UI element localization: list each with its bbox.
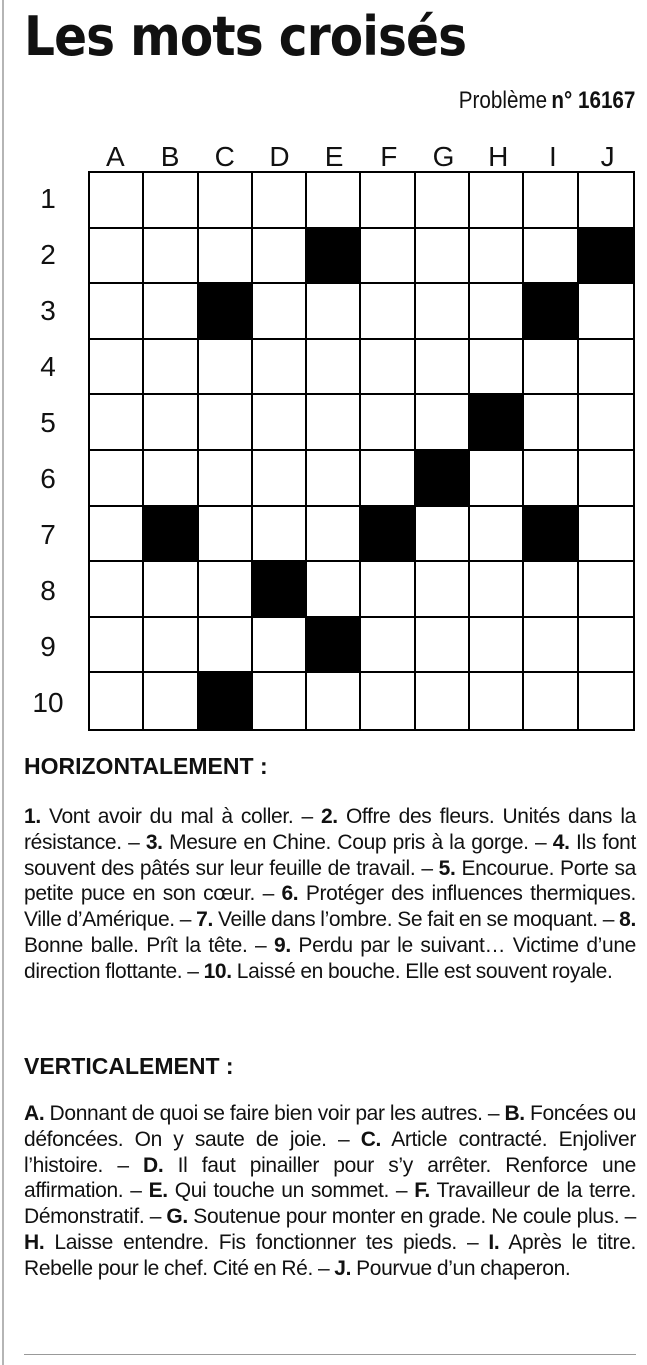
grid-cell-a3[interactable] bbox=[90, 284, 144, 340]
grid-cell-i5[interactable] bbox=[524, 395, 578, 451]
clue-text: Ils font souvent des pâtés sur leur feuille de travail. bbox=[24, 830, 636, 880]
black-cell-c3 bbox=[199, 284, 253, 340]
row-headers bbox=[28, 171, 68, 731]
grid-cell-j4[interactable] bbox=[579, 340, 633, 396]
column-label-b: B bbox=[160, 141, 180, 172]
grid-cell-d9[interactable] bbox=[253, 618, 307, 674]
black-cell-h5 bbox=[470, 395, 524, 451]
black-cell-e9 bbox=[307, 618, 361, 674]
clue-number: 5. bbox=[438, 856, 456, 880]
grid-cell-f9[interactable] bbox=[361, 618, 415, 674]
grid-cell-d5[interactable] bbox=[253, 395, 307, 451]
grid-cell-a7[interactable] bbox=[90, 507, 144, 563]
column-label-f: F bbox=[380, 141, 398, 172]
clue-number: D. bbox=[143, 1153, 164, 1177]
clue-number: F. bbox=[414, 1179, 430, 1203]
row-label-2: 2 bbox=[40, 239, 56, 270]
column-label-g: G bbox=[432, 141, 455, 172]
grid-cell-e8[interactable] bbox=[307, 562, 361, 618]
grid-cell-j5[interactable] bbox=[579, 395, 633, 451]
column-headers bbox=[88, 140, 635, 174]
grid-cell-b9[interactable] bbox=[144, 618, 198, 674]
black-cell-b7 bbox=[144, 507, 198, 563]
black-cell-c10 bbox=[199, 673, 253, 729]
grid-cell-h8[interactable] bbox=[470, 562, 524, 618]
column-label-d: D bbox=[269, 141, 290, 172]
problem-number-value: n° 16167 bbox=[551, 87, 635, 114]
grid-cell-h10[interactable] bbox=[470, 673, 524, 729]
grid-cell-i2[interactable] bbox=[524, 229, 578, 285]
grid-cell-a8[interactable] bbox=[90, 562, 144, 618]
grid-cell-c7[interactable] bbox=[199, 507, 253, 563]
row-label-10: 10 bbox=[32, 687, 64, 718]
grid-cell-j10[interactable] bbox=[579, 673, 633, 729]
grid-cell-a4[interactable] bbox=[90, 340, 144, 396]
grid-cell-a2[interactable] bbox=[90, 229, 144, 285]
row-label-6: 6 bbox=[40, 463, 56, 494]
black-cell-d8 bbox=[253, 562, 307, 618]
grid-cell-g3[interactable] bbox=[416, 284, 470, 340]
clue-number: 6. bbox=[281, 882, 299, 906]
problem-number bbox=[458, 86, 635, 116]
grid-cell-j9[interactable] bbox=[579, 618, 633, 674]
clue-number: 7. bbox=[196, 908, 213, 932]
page-title: Les mots croisés bbox=[24, 5, 467, 68]
grid-cell-i8[interactable] bbox=[524, 562, 578, 618]
column-label-e: E bbox=[324, 141, 344, 172]
clue-text: Pourvue d’un chaperon. bbox=[356, 1256, 571, 1280]
grid-cell-h6[interactable] bbox=[470, 451, 524, 507]
clue-number: B. bbox=[504, 1102, 525, 1125]
grid-cell-e4[interactable] bbox=[307, 340, 361, 396]
grid-cell-f8[interactable] bbox=[361, 562, 415, 618]
grid-cell-h2[interactable] bbox=[470, 229, 524, 285]
black-cell-i3 bbox=[524, 284, 578, 340]
grid-cell-h1[interactable] bbox=[470, 173, 524, 229]
clue-number: A. bbox=[24, 1102, 45, 1125]
row-label-8: 8 bbox=[40, 575, 56, 606]
grid-cell-g7[interactable] bbox=[416, 507, 470, 563]
grid-cell-b6[interactable] bbox=[144, 451, 198, 507]
grid-cell-b3[interactable] bbox=[144, 284, 198, 340]
grid-cell-g10[interactable] bbox=[416, 673, 470, 729]
grid-cell-e3[interactable] bbox=[307, 284, 361, 340]
clue-text: Protéger des influences thermiques. Ville d’Amérique. bbox=[24, 882, 636, 932]
column-label-i: I bbox=[549, 141, 557, 172]
grid-cell-f2[interactable] bbox=[361, 229, 415, 285]
clue-text: Perdu par le suivant… Victime d’une direction flottante. bbox=[24, 933, 636, 983]
grid-cell-a1[interactable] bbox=[90, 173, 144, 229]
vertical-clues: A. Donnant de quoi se faire bien voir par les autres. – B. Foncées ou défoncées. On y saute de joie. – C. Article contracté. Enjoliver l’histoire. – D. Il faut pinailler pour s’y arrêter. Renforce une affirmation. – E. Qui touche un sommet. – F. Travailleur de la terre. Démonstratif. – G. Soutenue pour monter en grade. Ne coule plus. – H. Laisse entendre. Fis fonctionner tes pieds. – I. Après le titre. Rebelle pour le chef. Cité en Ré. – J. Pourvue d’un chaperon. bbox=[24, 1102, 637, 1280]
grid-cell-c2[interactable] bbox=[199, 229, 253, 285]
grid-cell-d3[interactable] bbox=[253, 284, 307, 340]
clue-number: E. bbox=[148, 1179, 168, 1203]
grid-cell-g4[interactable] bbox=[416, 340, 470, 396]
clue-text: Article contracté. Enjoliver l’histoire. bbox=[24, 1127, 636, 1177]
grid-cell-a9[interactable] bbox=[90, 618, 144, 674]
horizontal-heading: HORIZONTALEMENT : bbox=[24, 753, 268, 779]
row-label-9: 9 bbox=[40, 631, 56, 662]
grid-cell-e6[interactable] bbox=[307, 451, 361, 507]
clue-text: Bonne balle. Prît la tête. bbox=[24, 933, 248, 957]
grid-cell-b2[interactable] bbox=[144, 229, 198, 285]
grid-cell-g8[interactable] bbox=[416, 562, 470, 618]
clue-number: G. bbox=[166, 1205, 188, 1229]
grid-cell-d2[interactable] bbox=[253, 229, 307, 285]
grid-cell-g5[interactable] bbox=[416, 395, 470, 451]
grid-cell-f10[interactable] bbox=[361, 673, 415, 729]
grid-cell-h9[interactable] bbox=[470, 618, 524, 674]
clue-number: C. bbox=[360, 1127, 382, 1151]
clue-number: J. bbox=[334, 1256, 352, 1280]
clue-text: Mesure en Chine. Coup pris à la gorge. bbox=[169, 830, 529, 854]
row-label-4: 4 bbox=[40, 351, 56, 382]
clue-text: Offre des fleurs. Unités dans la résistance. bbox=[24, 805, 636, 854]
grid-cell-f5[interactable] bbox=[361, 395, 415, 451]
grid-cell-f4[interactable] bbox=[361, 340, 415, 396]
grid-cell-i10[interactable] bbox=[524, 673, 578, 729]
grid-cell-d7[interactable] bbox=[253, 507, 307, 563]
clue-number: 8. bbox=[619, 908, 636, 932]
grid-cell-g2[interactable] bbox=[416, 229, 470, 285]
grid-cell-d10[interactable] bbox=[253, 673, 307, 729]
vertical-heading: VERTICALEMENT : bbox=[24, 1053, 234, 1079]
grid-cell-j8[interactable] bbox=[579, 562, 633, 618]
clue-text: Laisse entendre. Fis fonctionner tes pieds. bbox=[54, 1230, 457, 1254]
row-label-3: 3 bbox=[40, 295, 56, 326]
clue-text: Il faut pinailler pour s’y arrêter. Renforce une affirmation. bbox=[24, 1153, 636, 1203]
clue-number: 4. bbox=[552, 830, 570, 854]
grid-cell-f1[interactable] bbox=[361, 173, 415, 229]
column-label-c: C bbox=[214, 141, 235, 172]
grid-cell-a5[interactable] bbox=[90, 395, 144, 451]
grid-cell-c8[interactable] bbox=[199, 562, 253, 618]
grid-cell-i6[interactable] bbox=[524, 451, 578, 507]
clue-number: 10. bbox=[203, 959, 232, 983]
crossword-grid bbox=[88, 171, 635, 731]
grid-cell-e7[interactable] bbox=[307, 507, 361, 563]
clue-text: Veille dans l’ombre. Se fait en se moquant. bbox=[218, 908, 598, 932]
grid-cell-h4[interactable] bbox=[470, 340, 524, 396]
column-label-h: H bbox=[488, 141, 509, 172]
clue-text: Soutenue pour monter en grade. Ne coule plus. bbox=[193, 1205, 620, 1229]
grid-cell-g9[interactable] bbox=[416, 618, 470, 674]
grid-cell-a6[interactable] bbox=[90, 451, 144, 507]
column-label-j: J bbox=[600, 141, 615, 172]
clue-text: Foncées ou défoncées. On y saute de joie. bbox=[24, 1102, 636, 1151]
black-cell-j2 bbox=[579, 229, 633, 285]
grid-cell-i4[interactable] bbox=[524, 340, 578, 396]
grid-cell-d4[interactable] bbox=[253, 340, 307, 396]
grid-cell-h7[interactable] bbox=[470, 507, 524, 563]
clue-number: 2. bbox=[320, 805, 338, 828]
black-cell-f7 bbox=[361, 507, 415, 563]
grid-cell-c4[interactable] bbox=[199, 340, 253, 396]
clue-number: 3. bbox=[145, 830, 163, 854]
grid-cell-i9[interactable] bbox=[524, 618, 578, 674]
grid-cell-h3[interactable] bbox=[470, 284, 524, 340]
grid-cell-c9[interactable] bbox=[199, 618, 253, 674]
black-cell-g6 bbox=[416, 451, 470, 507]
clue-text: Travailleur de la terre. Démonstratif. bbox=[24, 1179, 636, 1229]
clue-number: 1. bbox=[24, 805, 41, 828]
left-margin-rule bbox=[2, 0, 4, 1365]
grid-cell-j1[interactable] bbox=[579, 173, 633, 229]
clue-text: Après le titre. Rebelle pour le chef. Cité en Ré. bbox=[24, 1230, 637, 1280]
grid-cell-c1[interactable] bbox=[199, 173, 253, 229]
grid-cell-a10[interactable] bbox=[90, 673, 144, 729]
grid-cell-f6[interactable] bbox=[361, 451, 415, 507]
clue-text: Laissé en bouche. Elle est souvent royale. bbox=[236, 959, 613, 983]
clue-text: Qui touche un sommet. bbox=[174, 1179, 389, 1203]
grid-cell-b5[interactable] bbox=[144, 395, 198, 451]
problem-label: Problème bbox=[458, 87, 547, 114]
grid-cell-b1[interactable] bbox=[144, 173, 198, 229]
grid-cell-e10[interactable] bbox=[307, 673, 361, 729]
bottom-divider bbox=[24, 1354, 636, 1355]
grid-cell-i1[interactable] bbox=[524, 173, 578, 229]
grid-cell-b8[interactable] bbox=[144, 562, 198, 618]
black-cell-i7 bbox=[524, 507, 578, 563]
row-label-7: 7 bbox=[40, 519, 56, 550]
grid-cell-j3[interactable] bbox=[579, 284, 633, 340]
grid-cell-j6[interactable] bbox=[579, 451, 633, 507]
row-label-5: 5 bbox=[40, 407, 56, 438]
grid-cell-b10[interactable] bbox=[144, 673, 198, 729]
clue-text: Vont avoir du mal à coller. bbox=[48, 805, 294, 828]
clue-number: I. bbox=[488, 1230, 500, 1254]
clue-text: Encourue. Porte sa petite puce en son cœur. bbox=[24, 856, 636, 906]
black-cell-e2 bbox=[307, 229, 361, 285]
horizontal-clues: 1. Vont avoir du mal à coller. – 2. Offre des fleurs. Unités dans la résistance. – 3. Mesure en Chine. Coup pris à la gorge. – 4. Ils font souvent des pâtés sur leur feuille de travail. – 5. Encourue. Porte sa petite puce en son cœur. – 6. Protéger des influences thermiques. Ville d’Amérique. – 7. Veille dans l’ombre. Se fait en se moquant. – 8. Bonne balle. Prît la tête. – 9. Perdu par le suivant… Victime d’une direction flottante. – 10. Laissé en bouche. Elle est souvent royale. bbox=[24, 805, 636, 983]
grid-cell-b4[interactable] bbox=[144, 340, 198, 396]
clue-number: 9. bbox=[273, 933, 291, 957]
row-label-1: 1 bbox=[40, 183, 56, 214]
clue-text: Donnant de quoi se faire bien voir par les autres. bbox=[49, 1102, 483, 1125]
grid-cell-e1[interactable] bbox=[307, 173, 361, 229]
grid-cell-g1[interactable] bbox=[416, 173, 470, 229]
grid-cell-d6[interactable] bbox=[253, 451, 307, 507]
grid-cell-d1[interactable] bbox=[253, 173, 307, 229]
clue-number: H. bbox=[24, 1230, 45, 1254]
grid-cell-c6[interactable] bbox=[199, 451, 253, 507]
grid-cell-f3[interactable] bbox=[361, 284, 415, 340]
column-label-a: A bbox=[106, 141, 125, 172]
grid-cell-c5[interactable] bbox=[199, 395, 253, 451]
grid-cell-j7[interactable] bbox=[579, 507, 633, 563]
grid-cell-e5[interactable] bbox=[307, 395, 361, 451]
